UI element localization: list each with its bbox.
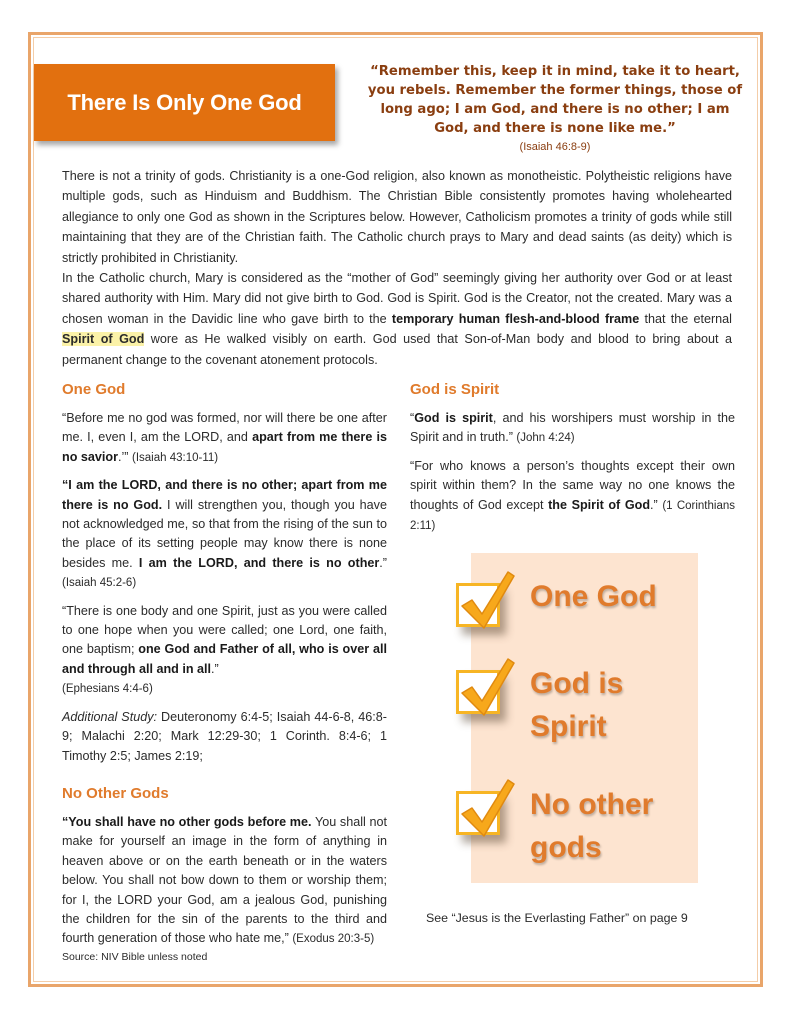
verse-exodus-20	[62, 813, 387, 950]
verse-ephesians-4	[62, 602, 387, 700]
right-column	[410, 380, 735, 544]
featured-quote	[365, 62, 745, 155]
verse-1-corinthians-2	[410, 457, 735, 537]
verse-isaiah-43	[62, 409, 387, 468]
bold-text: the Spirit of God	[548, 497, 651, 512]
checklist-label: No other gods	[530, 788, 654, 864]
text-run: that the eternal	[639, 311, 732, 326]
verse-reference: (1 Corinthians 2:11)	[410, 499, 735, 533]
checkmark-icon	[456, 776, 516, 842]
intro-paragraph-1: There is not a trinity of gods. Christianity is a one-God religion, also known as monotheistic. Polytheistic religions have multiple gods, such as Hinduism and Buddhism. The Christian Bible consistently promotes having wholehearted allegiance to only one God as shown in the Scriptures below. However, Catholicism promotes a trinity of gods while still maintaining that they are of the Christian faith. The Catholic church prays to Mary and dead saints (as deity) which is strictly prohibited in Christianity.	[62, 169, 732, 265]
bold-text: apart from me there is no savior	[62, 430, 387, 464]
checkmark-icon	[456, 655, 516, 721]
bold-text: God is spirit	[414, 411, 493, 425]
text-run: You shall not make for yourself an image in the form of anything in heaven above or on the earth beneath or in the waters below. You shall not bow down to them or worship them; for I, the LORD your God, am a jealous God, punishing the children for the sin of the parents to the third and fourth generation of those who hate me,”	[62, 814, 387, 946]
heading-one-god: One God	[62, 381, 126, 398]
bold-text: temporary human flesh-and-blood frame	[391, 311, 640, 326]
checkbox-checked-icon	[456, 791, 500, 835]
intro-paragraph-2	[62, 268, 732, 370]
checkbox-checked-icon	[456, 583, 500, 627]
heading-no-other-gods: No Other Gods	[62, 784, 169, 802]
additional-study	[62, 708, 387, 766]
bold-text: I am the LORD, and there is no other	[138, 555, 380, 570]
verse-reference: (Isaiah 45:2-6)	[62, 577, 137, 590]
checklist-item-god-is-spirit	[456, 662, 660, 748]
verse-reference: (John 4:24)	[516, 432, 575, 445]
verse-reference: (Exodus 20:3-5)	[292, 933, 375, 946]
checklist-item-one-god	[456, 575, 657, 627]
checkmark-icon	[456, 568, 516, 634]
checklist-item-no-other-gods	[456, 783, 680, 869]
verse-reference: (Ephesians 4:4-6)	[62, 683, 153, 696]
text-run: “	[410, 411, 415, 425]
highlighted-text: Spirit of God	[62, 332, 145, 347]
text-run: .’”	[118, 449, 129, 464]
text-run: I will strengthen you, though you have not acknowledged me, so that from the rising of the sun to the place of its setting people may know there is none besides me.	[62, 497, 387, 570]
checkbox-checked-icon	[456, 670, 500, 714]
text-run: “Before me no god was formed, nor will there be one after me. I, even I, am the LORD, and	[62, 411, 387, 445]
text-run: , and his worshipers must worship in the Spirit and in truth.”	[410, 411, 735, 445]
text-run: “For who knows a person’s thoughts except their own spirit within them? In the same way no one knows the thoughts of God except	[410, 458, 735, 512]
text-run: In the Catholic church, Mary is considered as the “mother of God” seemingly giving her authority over God or at least shared authority with Him. Mary did not give birth to God. God is Spirit. God is the Creator, not the created. Mary was a chosen woman in the Davidic line who gave birth to the	[62, 271, 732, 326]
text-run: .”	[379, 555, 387, 570]
bold-text: “I am the LORD, and there is no other; apart from me there is no God.	[62, 478, 387, 512]
text-run: “There is one body and one Spirit, just as you were called to one hope when you were called; one Lord, one faith, one baptism;	[62, 603, 387, 657]
bold-text: one God and Father of all, who is over all and through all and in all	[62, 642, 387, 676]
text-run: .”	[650, 497, 658, 512]
featured-quote-reference: (Isaiah 46:8-9)	[519, 141, 591, 153]
left-column	[62, 380, 387, 958]
additional-study-label: Additional Study:	[62, 709, 158, 724]
checklist-label: God is Spirit	[530, 667, 624, 743]
verse-reference: (Isaiah 43:10-11)	[132, 451, 219, 464]
additional-study-refs: Deuteronomy 6:4-5; Isaiah 44-6-8, 46:8-9; Malachi 2:20; Mark 12:29-30; 1 Corinth. 8:4-6; 1 Timothy 2:5; James 2:19;	[62, 709, 388, 763]
verse-isaiah-45	[62, 476, 387, 593]
cross-reference-note: See “Jesus is the Everlasting Father” on page 9	[426, 911, 688, 925]
text-run: .”	[211, 661, 219, 676]
bold-text: “You shall have no other gods before me.	[62, 814, 312, 829]
featured-quote-text: “Remember this, keep it in mind, take it to heart, you rebels. Remember the former things, those of long ago; I am God, and there is no other; I am God, and there is none like me.”	[367, 64, 743, 136]
text-run: wore as He walked visibly on earth. God used that Son-of-Man body and blood to bring about a permanent change to the covenant atonement protocols.	[62, 332, 732, 367]
checklist-label: One God	[530, 580, 657, 613]
title-banner	[34, 64, 335, 141]
source-note: Source: NIV Bible unless noted	[62, 951, 208, 963]
heading-god-is-spirit: God is Spirit	[410, 381, 500, 398]
verse-john-4	[410, 409, 735, 449]
page-title: There Is Only One God	[67, 89, 302, 115]
